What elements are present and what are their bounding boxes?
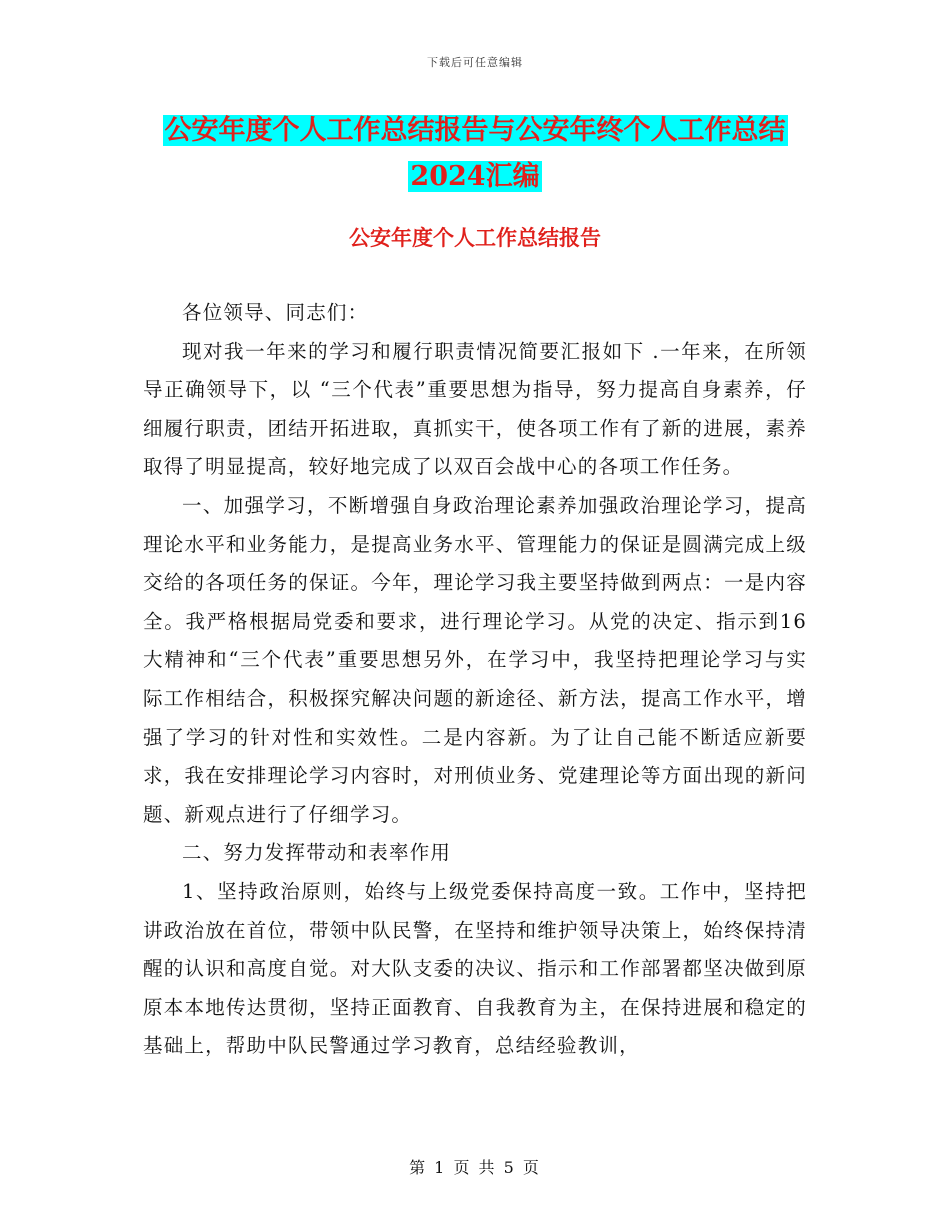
paragraph-heading: 二、努力发挥带动和表率作用: [182, 841, 452, 865]
document-title-line1: 公安年度个人工作总结报告与公安年终个人工作总结: [164, 115, 786, 146]
paragraph-greeting: 各位领导、同志们：: [182, 301, 369, 324]
section-title: 公安年度个人工作总结报告: [349, 225, 601, 250]
paragraph: 一、加强学习，不断增强自身政治理论素养加强政治理论学习，提高理论水平和业务能力，是提高业务水平、管理能力的保证是圆满完成上级交给的各项任务的保证。今年，理论学习我主要坚持做到两点：一是内容全。我严格根据局党委和要求，进行理论学习。从党的决定、指示到16大精神和“三个代表”重要思想另外，在学习中，我坚持把理论学习与实际工作相结合，积极探究解决问题的新途径、新方法，提高工作水平，增强了学习的针对性和实效性。二是内容新。为了让自己能不断适应新要求，我在安排理论学习内容时，对刑侦业务、党建理论等方面出现的新问题、新观点进行了仔细学习。: [143, 493, 807, 826]
document-title-line2: 2024汇编: [410, 161, 540, 192]
paragraph: 现对我一年来的学习和履行职责情况简要汇报如下 .一年来，在所领导正确领导下，以 “三个代表”重要思想为指导，努力提高自身素养，仔细履行职责，团结开拓进取，真抓实干，使各项工作有了新的进展，素养取得了明显提高，较好地完成了以双百会战中心的各项工作任务。: [143, 339, 807, 479]
page-footer: 第 1 页 共 5 页: [409, 1158, 541, 1177]
paragraph: 1、坚持政治原则，始终与上级党委保持高度一致。工作中，坚持把讲政治放在首位，带领中队民警，在坚持和维护领导决策上，始终保持清醒的认识和高度自觉。对大队支委的决议、指示和工作部署都坚决做到原原本本地传达贯彻，坚持正面教育、自我教育为主，在保持进展和稳定的基础上，帮助中队民警通过学习教育，总结经验教训，: [143, 879, 807, 1058]
document-title: [140, 108, 810, 200]
header-note: 下载后可任意编辑: [427, 56, 523, 69]
body-text: [143, 294, 807, 1066]
